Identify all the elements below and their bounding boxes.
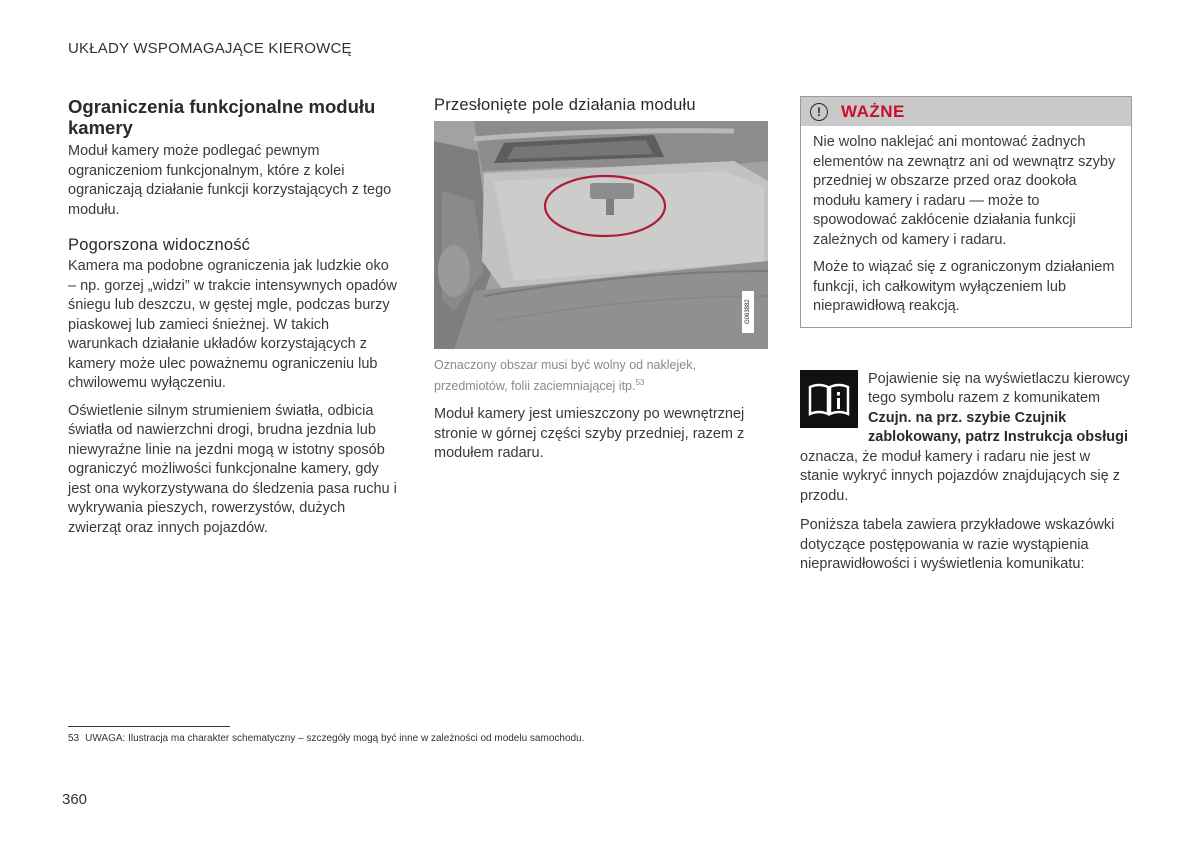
column-middle <box>434 96 768 464</box>
warning-paragraph-1: Nie wolno naklejać ani montować żadnych elementów na zewnątrz ani od wewnątrz szyby przedniej w obszarze przed oraz dookoła modułu kamery i radaru — może to spowodować zakłócenie działania funkcji zależnych od kamery i radaru. <box>813 134 1116 248</box>
footnote-divider <box>68 726 230 727</box>
info-text-after: oznacza, że moduł kamery i radaru nie jest w stanie wykryć innych pojazdów znajdujących się z przodu. <box>800 448 1120 504</box>
column-right <box>800 96 1132 575</box>
camera-location-paragraph: Moduł kamery jest umieszczony po wewnętrznej stronie w górnej części szyby przedniej, razem z modułem radaru. <box>434 406 745 462</box>
warning-box <box>800 96 1132 328</box>
footnote <box>68 733 584 744</box>
exclamation-icon: ! <box>810 103 828 121</box>
visibility-paragraph-1: Kamera ma podobne ograniczenia jak ludzkie oko – np. gorzej „widzi” w trakcie intensywnych opadów śniegu lub deszczu, w gęstej mgle, podczas burzy piaskowej lub zamieci śnieżnej. W takich warunkach działanie układów korzystających z kamery może ulec poważnemu ograniczeniu lub chwilowemu wyłączeniu. <box>68 258 397 391</box>
subsection-title-obstructed: Przesłonięte pole działania modułu <box>434 96 696 114</box>
warning-header <box>801 97 1131 126</box>
info-message: Czujn. na prz. szybie Czujnik zablokowany, patrz Instrukcja obsługi <box>868 409 1128 445</box>
table-intro-paragraph: Poniższa tabela zawiera przykładowe wskazówki dotyczące postępowania w razie wystąpienia nieprawidłowości i wyświetlenia komunikatu: <box>800 517 1115 572</box>
info-text-before: Pojawienie się na wyświetlaczu kierowcy tego symbolu razem z komunikatem <box>868 370 1130 406</box>
intro-paragraph: Moduł kamery może podlegać pewnym ograniczeniom funkcjonalnym, które z kolei ograniczają działanie funkcji korzystających z tego modułu. <box>68 143 392 218</box>
visibility-paragraph-2: Oświetlenie silnym strumieniem światła, odbicia światła od nawierzchni drogi, brudna jezdnia lub niewyraźne linie na jezdni mogą w istotny sposób ograniczyć możliwości funkcjonalne kamery, gdy jest ona wykorzystywana do śledzenia pasa ruchu i wykrywania pieszych, rowerzystów, dużych zwierząt oraz innych pojazdów. <box>68 402 397 536</box>
warning-body <box>801 126 1131 327</box>
info-block <box>800 370 1132 507</box>
windshield-drawing <box>434 121 768 349</box>
caption-footnote-ref: 53 <box>635 378 645 387</box>
running-header: UKŁADY WSPOMAGAJĄCE KIEROWCĘ <box>68 40 352 57</box>
figure-caption <box>434 357 768 395</box>
column-left <box>68 96 398 538</box>
windshield-illustration <box>434 121 768 349</box>
page-number: 360 <box>62 791 88 808</box>
footnote-number: 53 <box>68 733 80 744</box>
figure-id: G063882 <box>742 291 754 333</box>
subsection-title-visibility: Pogorszona widoczność <box>68 236 251 254</box>
footnote-text: UWAGA: Ilustracja ma charakter schematyczny – szczegóły mogą być inne w zależności od modelu samochodu. <box>85 733 585 744</box>
manual-book-icon <box>800 370 858 428</box>
warning-title: WAŻNE <box>841 101 905 121</box>
warning-paragraph-2: Może to wiązać się z ograniczonym działaniem funkcji, ich całkowitym wyłączeniem lub nieprawidłową reakcją. <box>813 259 1115 314</box>
section-title: Ograniczenia funkcjonalne modułu kamery <box>68 96 376 138</box>
caption-text: Oznaczony obszar musi być wolny od naklejek, przedmiotów, folii zaciemniającej itp. <box>434 358 696 394</box>
